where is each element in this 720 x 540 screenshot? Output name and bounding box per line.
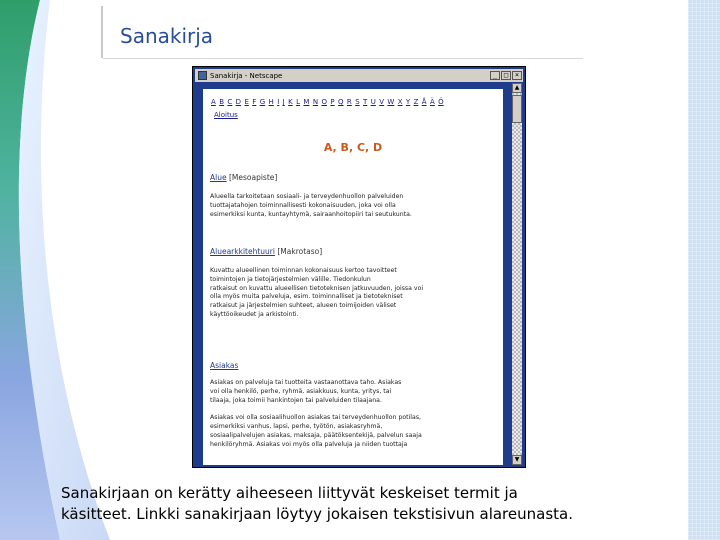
- home-link[interactable]: Aloitus: [214, 111, 238, 119]
- alphabet-link[interactable]: C: [227, 98, 233, 106]
- alphabet-link[interactable]: L: [296, 98, 301, 106]
- decorative-swoosh: [0, 0, 110, 540]
- netscape-icon: [198, 71, 207, 80]
- page-content: [203, 89, 503, 465]
- maximize-button[interactable]: □: [501, 71, 511, 80]
- alphabet-link[interactable]: Z: [413, 98, 419, 106]
- alphabet-link[interactable]: F: [252, 98, 257, 106]
- alphabet-link[interactable]: G: [259, 98, 266, 106]
- entry-term[interactable]: [210, 361, 238, 370]
- alphabet-link[interactable]: V: [379, 98, 385, 106]
- term-definition: Alueella tarkoitetaan sosiaali- ja terveydenhuollon palveluiden tuottajatahojen toiminnallisesti kokonaisuuden, joka voi olla esimerkiksi kunta, kuntayhtymä, sairaanhoitopiiri tai seutukunta.: [210, 193, 412, 218]
- slide-title: Sanakirja: [120, 24, 214, 48]
- section-heading: A, B, C, D: [323, 141, 383, 154]
- alphabet-link[interactable]: Q: [338, 98, 344, 106]
- alphabet-link[interactable]: I: [277, 98, 280, 106]
- slide-caption: [61, 483, 701, 525]
- scroll-up-icon[interactable]: ▲: [512, 83, 522, 93]
- alphabet-link[interactable]: D: [235, 98, 242, 106]
- close-button[interactable]: ×: [512, 71, 522, 80]
- vertical-scrollbar[interactable]: [512, 83, 522, 465]
- caption-line: Sanakirjaan on kerätty aiheeseen liittyvät keskeiset termit ja: [61, 484, 518, 502]
- alphabet-link[interactable]: T: [363, 98, 368, 106]
- entry-term[interactable]: [210, 247, 322, 256]
- browser-window: [192, 66, 526, 468]
- alphabet-link[interactable]: Ä: [429, 98, 435, 106]
- alphabet-index: [211, 98, 491, 106]
- term-definition: Kuvattu alueellinen toiminnan kokonaisuus kertoo tavoitteet toimintojen ja tietojärjestelmien välille. Tiedonkulun ratkaisut on kuvattu alueellisen tietoteknisen jatkuvuuden, joissa voi olla myös muita palveluja, esim. toiminnalliset ja tietotekniset ratkaisut ja järjestelmien suhteet, alueen toimijoiden väliset käyttöoikeudet ja arkistointi.: [210, 267, 424, 318]
- alphabet-link[interactable]: H: [268, 98, 274, 106]
- alphabet-link[interactable]: Y: [405, 98, 411, 106]
- term-link[interactable]: Asiakas: [210, 361, 239, 370]
- caption-line: käsitteet. Linkki sanakirjaan löytyy jokaisen tekstisivun alareunasta.: [61, 505, 573, 523]
- term-definition: Asiakas on palveluja tai tuotteita vastaanottava taho. Asiakas voi olla henkilö, perhe, ryhmä, asiakkuus, kunta, yritys, tai tilaaja, joka toimii hankintojen tai palveluiden tilaajana. Asiakas voi olla sosiaalihuollon asiakas tai terveydenhuollon potilas, esimerkiksi vanhus, lapsi, perhe, työtön, asiakasryhmä, sosiaalipalvelujen asiakas, maksaja, päätöksentekijä, palvelun saaja henkilöryhmä. Asiakas voi myös olla palveluja ja niiden tuottaja: [210, 379, 422, 448]
- term-synonym: [Makrotaso]: [277, 247, 323, 256]
- alphabet-link[interactable]: S: [355, 98, 360, 106]
- term-synonym: [Mesoapiste]: [228, 173, 278, 182]
- alphabet-link[interactable]: Å: [421, 98, 427, 106]
- alphabet-link[interactable]: E: [244, 98, 249, 106]
- alphabet-link[interactable]: K: [288, 98, 293, 106]
- alphabet-link[interactable]: A: [211, 98, 216, 106]
- title-underline: [103, 58, 583, 59]
- alphabet-link[interactable]: W: [387, 98, 395, 106]
- alphabet-link[interactable]: R: [346, 98, 352, 106]
- term-link[interactable]: Alue: [210, 173, 227, 182]
- scroll-down-icon[interactable]: ▼: [512, 455, 522, 465]
- alphabet-link[interactable]: Ö: [438, 98, 444, 106]
- term-link[interactable]: Aluearkkitehtuuri: [210, 247, 275, 256]
- window-title: Sanakirja - Netscape: [210, 71, 283, 80]
- alphabet-link[interactable]: O: [321, 98, 327, 106]
- minimize-button[interactable]: _: [490, 71, 500, 80]
- decorative-side-strip: [688, 0, 720, 540]
- alphabet-link[interactable]: N: [312, 98, 319, 106]
- alphabet-link[interactable]: X: [397, 98, 403, 106]
- scroll-thumb[interactable]: [512, 95, 522, 123]
- alphabet-link[interactable]: J: [282, 98, 285, 106]
- alphabet-link[interactable]: P: [330, 98, 335, 106]
- alphabet-link[interactable]: M: [303, 98, 310, 106]
- entry-term[interactable]: [210, 173, 277, 182]
- window-titlebar[interactable]: [195, 69, 523, 82]
- alphabet-link[interactable]: U: [370, 98, 376, 106]
- title-divider: [101, 6, 103, 58]
- alphabet-link[interactable]: B: [219, 98, 224, 106]
